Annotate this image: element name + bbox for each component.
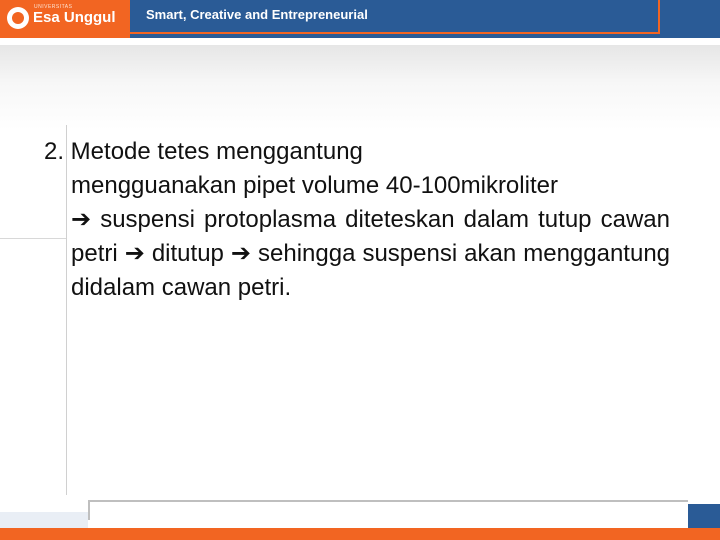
logo-subtitle: UNIVERSITAS [34, 4, 73, 10]
slide-title: 2. Metode tetes menggantung [44, 138, 363, 165]
footer-right-block [688, 504, 720, 528]
logo-text: Esa Unggul [33, 9, 116, 26]
logo [0, 0, 130, 38]
text-segment-4: sehingga suspensi akan menggantung didalam cawan petri. [71, 240, 671, 301]
header-shadow-band [0, 45, 720, 130]
header-bar [0, 0, 720, 38]
arrow-right-icon: ➔ [71, 206, 92, 233]
slide-paragraph [44, 169, 670, 305]
text-segment-3: ditutup [151, 240, 224, 267]
arrow-right-icon: ➔ [230, 240, 252, 267]
logo-mark-icon [7, 7, 29, 29]
text-segment-2: suspensi protoplasma diteteskan dalam tutup cawan petri [71, 206, 670, 267]
footer-bar [0, 528, 720, 540]
slide-content [44, 135, 670, 305]
tagline: Smart, Creative and Entrepreneurial [146, 7, 368, 22]
arrow-right-icon: ➔ [124, 240, 145, 267]
text-segment-1: mengguanakan pipet volume 40-100mikroliter [71, 172, 558, 199]
footer-left-block [0, 512, 88, 528]
footer-frame [88, 500, 688, 520]
